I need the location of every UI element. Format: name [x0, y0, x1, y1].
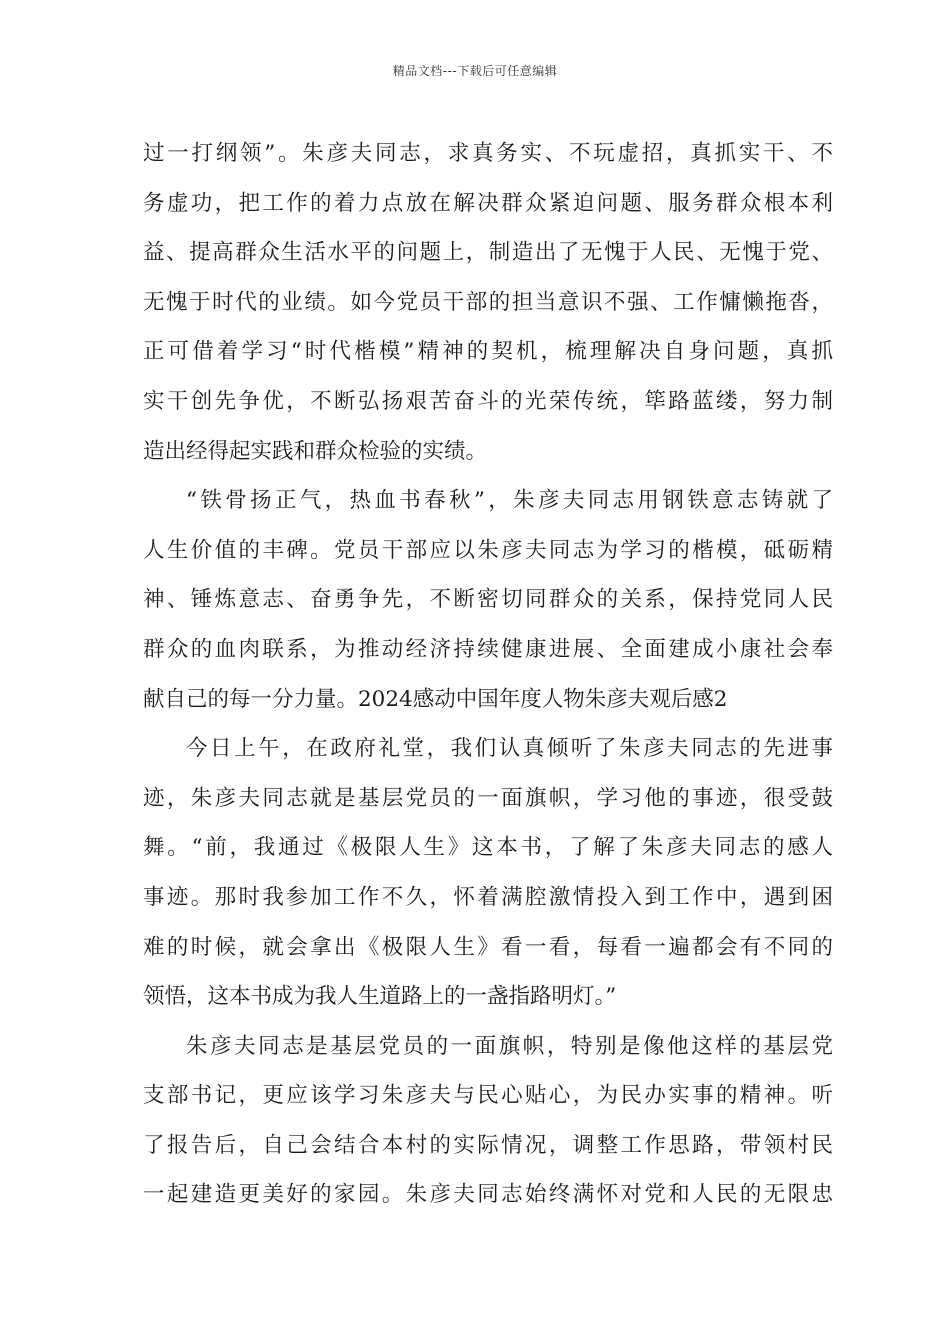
text-line: 朱彦夫同志是基层党员的一面旗帜，特别是像他这样的基层党 — [186, 1033, 833, 1059]
paragraph — [143, 129, 833, 476]
paragraph — [143, 724, 833, 1022]
text-line: 无愧于时代的业绩。如今党员干部的担当意识不强、工作慵懒拖沓， — [143, 289, 833, 315]
text-line: 领悟，这本书成为我人生道路上的一盏指路明灯。” — [143, 984, 617, 1010]
text-line: 了报告后，自己会结合本村的实际情况，调整工作思路，带领村民 — [143, 1132, 833, 1158]
text-line: 益、提高群众生活水平的问题上，制造出了无愧于人民、无愧于党、 — [143, 240, 833, 266]
text-line: 造出经得起实践和群众检验的实绩。 — [143, 438, 488, 464]
text-line: 难的时候，就会拿出《极限人生》看一看，每看一遍都会有不同的 — [143, 934, 833, 960]
text-line: 务虚功，把工作的着力点放在解决群众紧迫问题、服务群众根本利 — [143, 190, 833, 216]
paragraph — [143, 1022, 833, 1220]
text-line: 实干创先争优，不断弘扬艰苦奋斗的光荣传统，筚路蓝缕，努力制 — [143, 388, 833, 414]
text-line: 正可借着学习“时代楷模”精神的契机，梳理解决自身问题，真抓 — [143, 339, 833, 365]
text-line: 人生价值的丰碑。党员干部应以朱彦夫同志为学习的楷模，砥砺精 — [143, 537, 833, 563]
text-line: 群众的血肉联系，为推动经济持续健康进展、全面建成小康社会奉 — [143, 636, 833, 662]
page-header: 精品文档---下载后可任意编辑 — [392, 64, 558, 78]
text-line: 迹，朱彦夫同志就是基层党员的一面旗帜，学习他的事迹，很受鼓 — [143, 785, 833, 811]
text-line: 过一打纲领”。朱彦夫同志，求真务实、不玩虚招，真抓实干、不 — [143, 141, 833, 166]
text-line: 支部书记，更应该学习朱彦夫与民心贴心，为民办实事的精神。听 — [143, 1083, 833, 1109]
paragraph — [143, 476, 833, 724]
document-body — [143, 129, 833, 1220]
text-line: 事迹。那时我参加工作不久，怀着满腔激情投入到工作中，遇到困 — [143, 884, 833, 910]
text-line: 舞。“前，我通过《极限人生》这本书，了解了朱彦夫同志的感人 — [143, 835, 833, 861]
text-line: 今日上午，在政府礼堂，我们认真倾听了朱彦夫同志的先进事 — [186, 736, 833, 762]
text-line: “铁骨扬正气，热血书春秋”，朱彦夫同志用钢铁意志铸就了 — [186, 488, 833, 514]
text-line: 一起建造更美好的家园。朱彦夫同志始终满怀对党和人民的无限忠 — [143, 1182, 833, 1208]
text-line: 献自己的每一分力量。2024感动中国年度人物朱彦夫观后感2 — [143, 686, 728, 712]
text-line: 神、锤炼意志、奋勇争先，不断密切同群众的关系，保持党同人民 — [143, 587, 833, 613]
